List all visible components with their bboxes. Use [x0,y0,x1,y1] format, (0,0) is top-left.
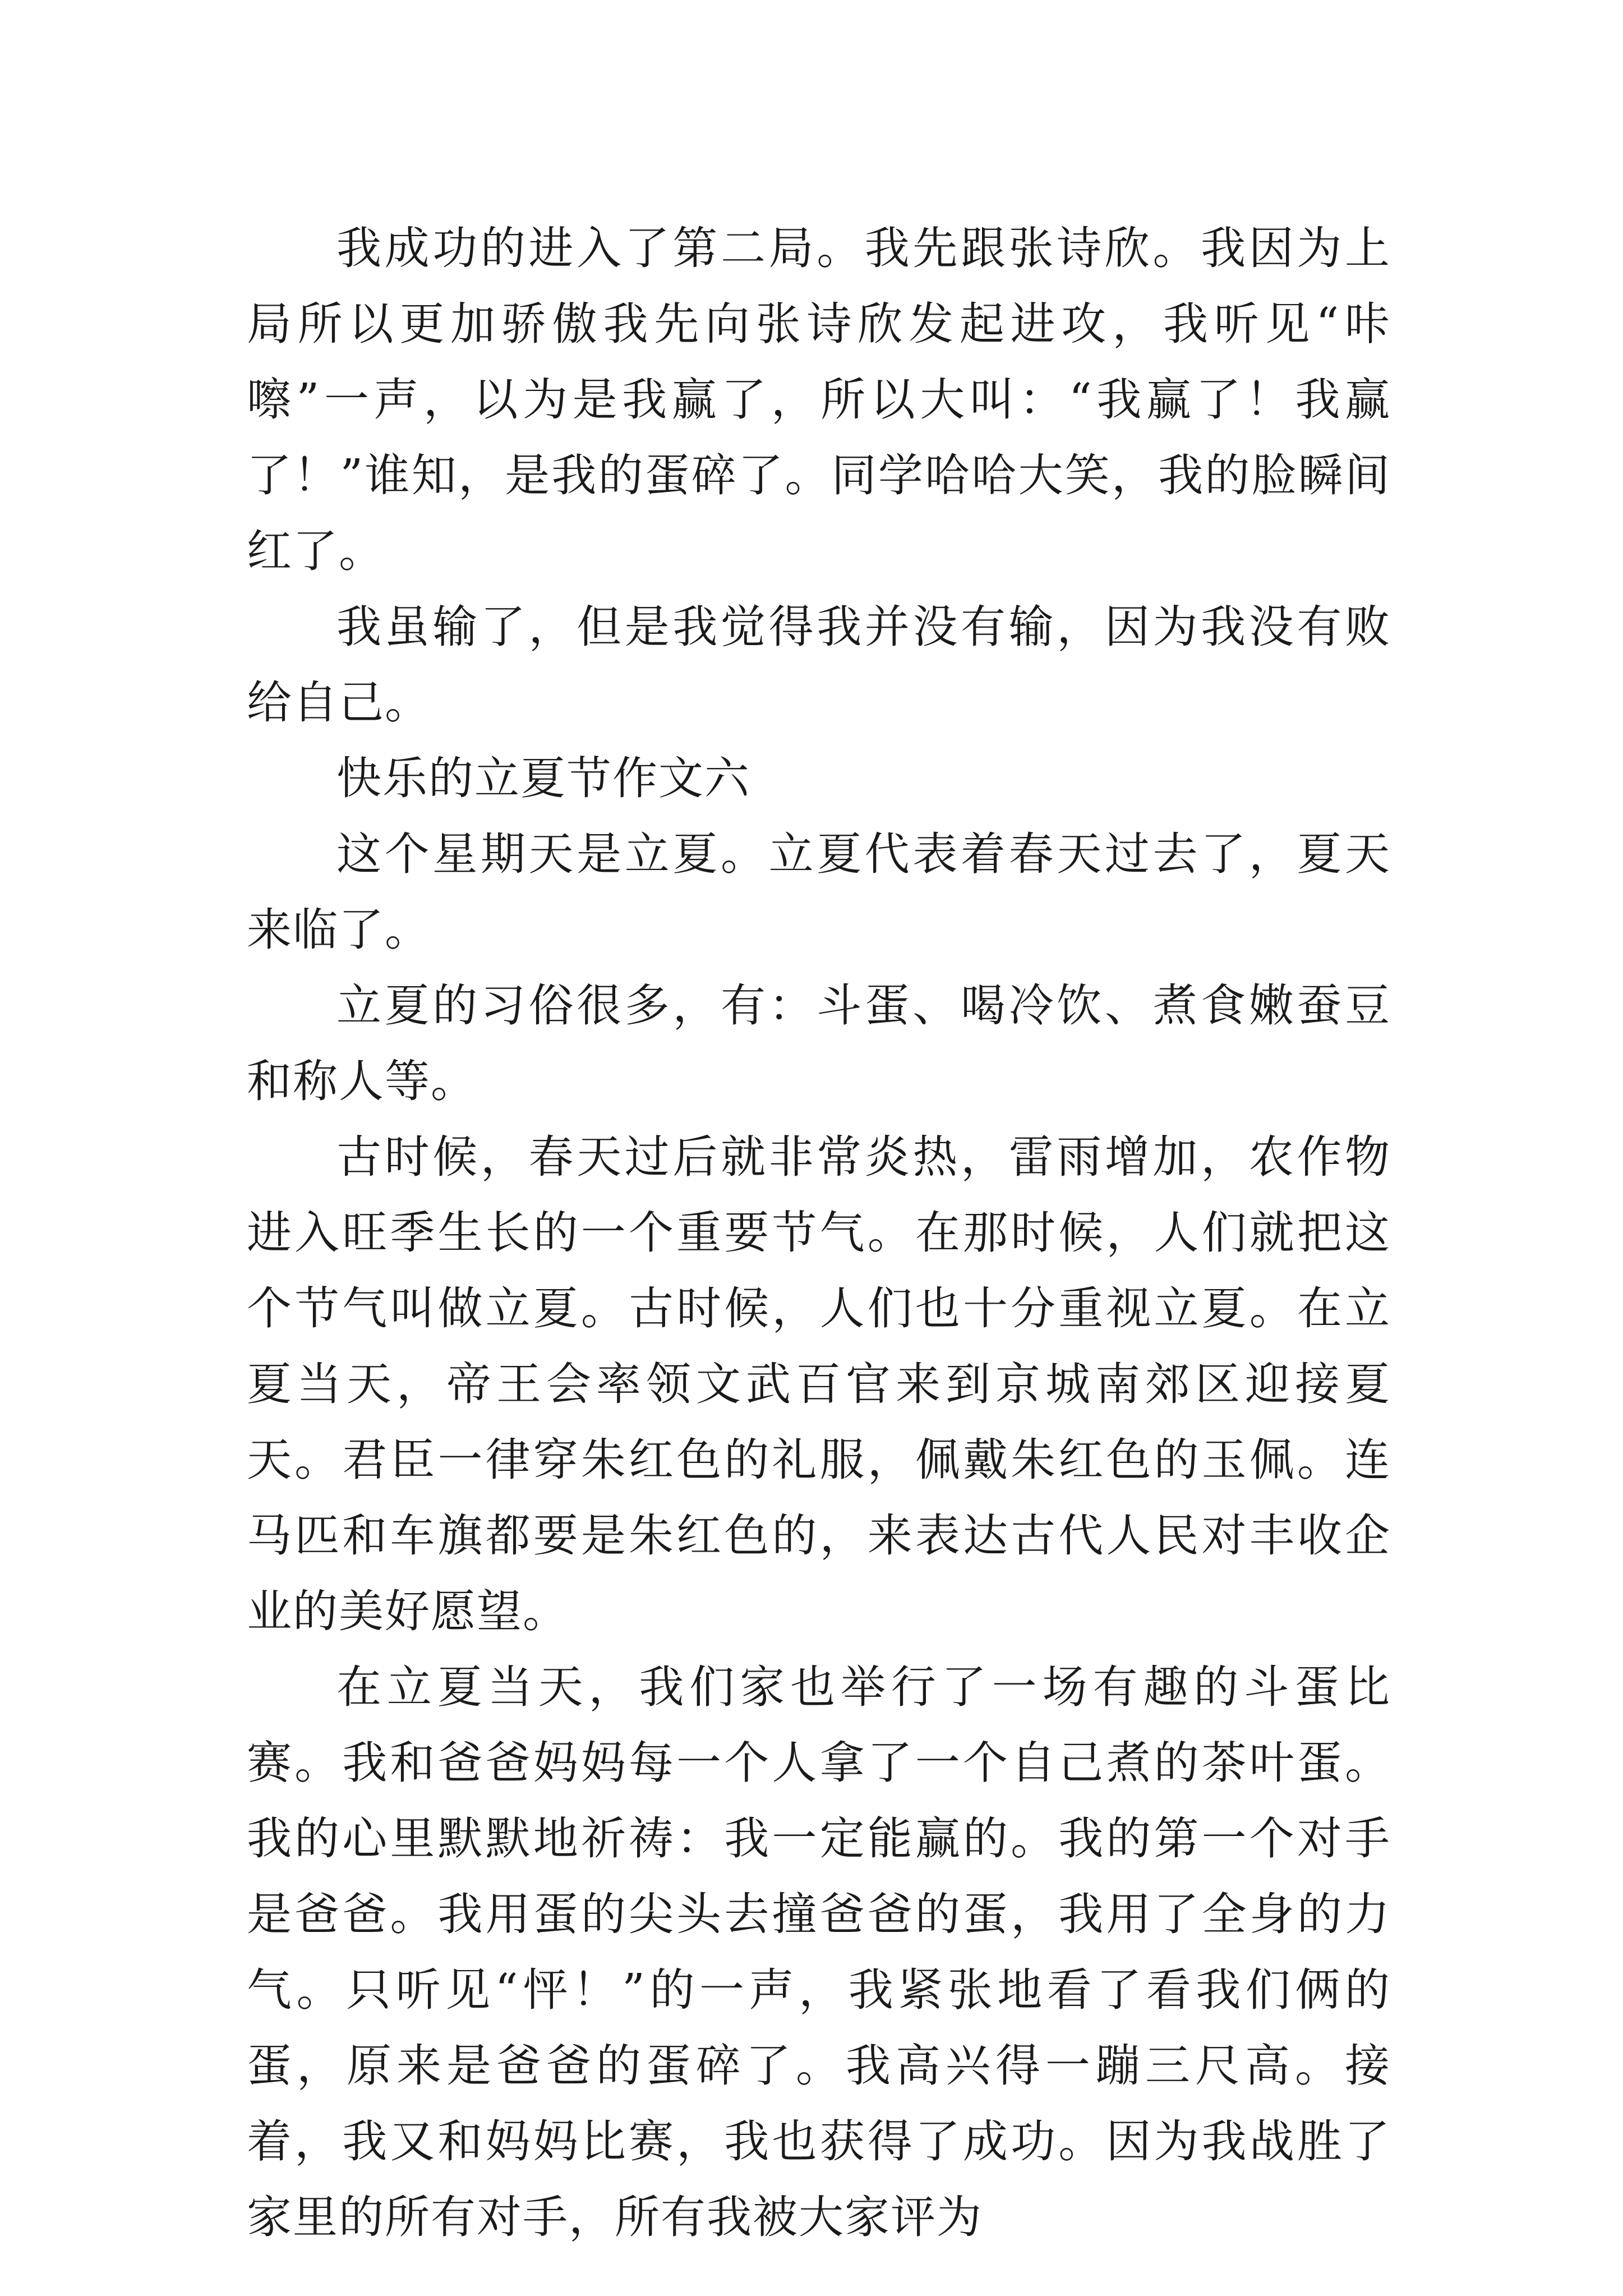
essay-title: 快乐的立夏节作文六 [336,752,750,804]
paragraph-not-lost: 我虽输了，但是我觉得我并没有输，因为我没有败给自己。 [247,601,1391,729]
document-body [247,210,1391,2255]
paragraph-intro: 这个星期天是立夏。立夏代表着春天过去了，夏天来临了。 [247,828,1391,956]
paragraph-egg-contest: 在立夏当天，我们家也举行了一场有趣的斗蛋比赛。我和爸爸妈妈每一个人拿了一个自己煮的茶叶蛋。我的心里默默地祈祷：我一定能赢的。我的第一个对手是爸爸。我用蛋的尖头去撞爸爸的蛋，我用了全身的力气。只听见“怦！”的一声，我紧张地看了看我们俩的蛋，原来是爸爸的蛋碎了。我高兴得一蹦三尺高。接着，我又和妈妈比赛，我也获得了成功。因为我战胜了家里的所有对手，所有我被大家评为 [247,1661,1391,2243]
paragraph-customs: 立夏的习俗很多，有：斗蛋、喝冷饮、煮食嫩蚕豆和称人等。 [247,979,1391,1107]
paragraph-second-round: 我成功的进入了第二局。我先跟张诗欣。我因为上局所以更加骄傲我先向张诗欣发起进攻，我听见“咔嚓”一声，以为是我赢了，所以大叫：“我赢了！我赢了！”谁知，是我的蛋碎了。同学哈哈大笑，我的脸瞬间红了。 [247,222,1391,577]
paragraph-history: 古时候，春天过后就非常炎热，雷雨增加，农作物进入旺季生长的一个重要节气。在那时候，人们就把这个节气叫做立夏。古时候，人们也十分重视立夏。在立夏当天，帝王会率领文武百官来到京城南郊区迎接夏天。君臣一律穿朱红色的礼服，佩戴朱红色的玉佩。连马匹和车旗都要是朱红色的，来表达古代人民对丰收企业的美好愿望。 [247,1131,1391,1637]
